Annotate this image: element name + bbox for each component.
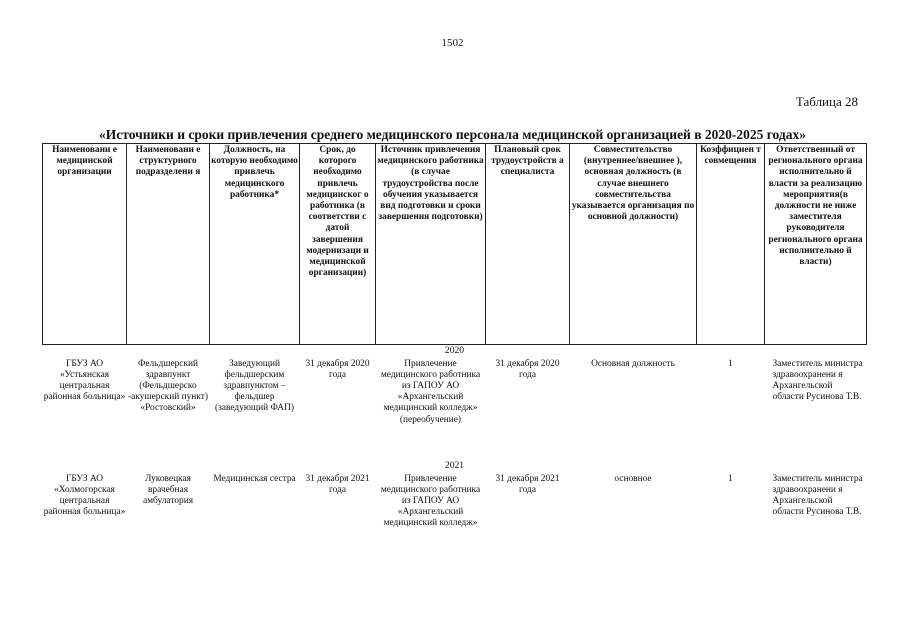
table-row <box>43 472 867 531</box>
header-position: Должность, на которую необходимо привлечь медицинского работника* <box>210 144 300 345</box>
header-unit-name: Наименовани е структурного подразделени я <box>127 144 210 345</box>
cell-coefficient: 1 <box>728 358 733 369</box>
header-responsible: Ответственный от регионального органа исполнительно й власти за реализацию мероприятия(в должности не ниже заместителя руководителя регионального органа исполнительно й власти) <box>765 144 867 345</box>
cell-planned-date: 31 декабря 2021 года <box>495 473 560 495</box>
page-number: 1502 <box>441 37 464 49</box>
cell-position: Медицинская сестра <box>213 473 296 484</box>
cell-source: Привлечение медицинского работника из ГАПОУ АО «Архангельский медицинский колледж» (переобучение) <box>380 358 481 425</box>
table-row <box>43 357 867 460</box>
cell-deadline: 31 декабря 2020 года <box>305 358 370 380</box>
header-coefficient: Коэффициен т совмещения <box>697 144 765 345</box>
table-header-row <box>43 144 867 345</box>
cell-planned-date: 31 декабря 2020 года <box>495 358 560 380</box>
cell-unit-name: Фельдшерский здравпункт (Фельдшерско -акушерский пункт) «Ростовский» <box>128 358 208 414</box>
cell-org-name: ГБУЗ АО «Устьянская центральная районная больница» <box>43 358 126 403</box>
year-row <box>43 460 867 472</box>
document-title: «Источники и сроки привлечения среднего медицинского персонала медицинской организацией в 2020-2025 годах» <box>99 127 806 142</box>
cell-unit-name: Луковецкая врачебная амбулатория <box>142 473 194 506</box>
year-label: 2020 <box>444 345 465 356</box>
cell-combination: основное <box>614 473 652 484</box>
header-combination: Совместительство (внутреннее/внешнее ), основная должность (в случае внешнего совместительства указывается организация по основной должности) <box>570 144 697 345</box>
cell-deadline: 31 декабря 2021 года <box>305 473 370 495</box>
cell-position: Заведующий фельдшерским здравпунктом – фельдшер (заведующий ФАП) <box>215 358 294 414</box>
cell-source: Привлечение медицинского работника из ГАПОУ АО «Архангельский медицинский колледж» <box>380 473 481 529</box>
cell-responsible: Заместитель министра здравоохранени я Архангельской области Русинова Т.В. <box>772 358 863 403</box>
cell-combination: Основная должность <box>591 358 675 369</box>
header-planned-date: Плановый срок трудоустройств а специалиста <box>486 144 570 345</box>
table-label: Таблица 28 <box>795 94 858 109</box>
cell-org-name: ГБУЗ АО «Холмогорская центральная районная больница» <box>43 473 126 518</box>
header-source: Источник привлечения медицинского работника (в случае трудоустройства после обучения указывается вид подготовки и сроки завершения подготовки) <box>376 144 486 345</box>
header-org-name: Наименовани е медицинской организации <box>43 144 127 345</box>
year-label: 2021 <box>444 459 465 471</box>
cell-coefficient: 1 <box>728 473 733 484</box>
header-deadline: Срок, до которого необходимо привлечь медицинског о работника (в соответстви с датой завершения модернизаци и медицинской организации) <box>300 144 376 345</box>
year-row <box>43 345 867 357</box>
cell-responsible: Заместитель министра здравоохранени я Архангельской области Русинова Т.В. <box>772 473 863 518</box>
sources-table <box>42 143 867 531</box>
